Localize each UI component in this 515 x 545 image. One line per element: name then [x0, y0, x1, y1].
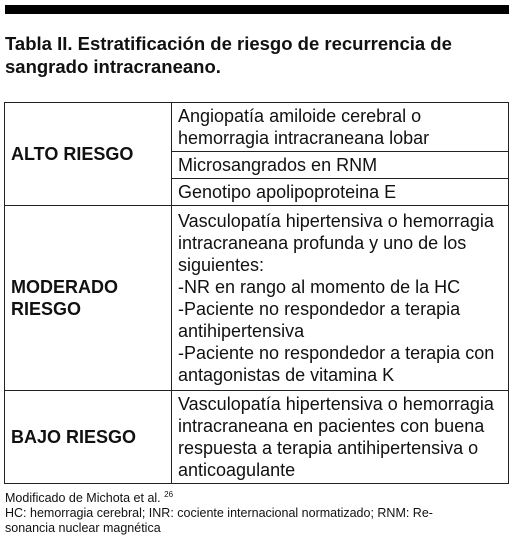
criterion-cell	[172, 391, 509, 484]
criterion-cell	[172, 179, 509, 206]
table-row-moderate-risk	[5, 206, 509, 391]
table-row-low-risk	[5, 391, 509, 484]
criterion-line: anticoagulante	[178, 460, 296, 480]
risk-level-low-label: BAJO RIESGO	[11, 427, 137, 447]
criterion-cell	[172, 103, 509, 152]
footnotes	[5, 491, 513, 536]
criterion-line: respuesta a terapia antihipertensiva o	[178, 438, 479, 458]
top-rule	[5, 5, 509, 14]
criterion-line: Genotipo apolipoproteina E	[178, 182, 397, 202]
table-title-line-2: sangrado intracraneano.	[5, 56, 221, 77]
criterion-line: hemorragia intracraneana lobar	[178, 128, 430, 148]
criterion-line: siguientes:	[178, 255, 265, 275]
criterion-line: -NR en rango al momento de la HC	[178, 277, 461, 297]
criterion-line: Angiopatía amiloide cerebral o	[178, 106, 422, 126]
criterion-line: Microsangrados en RNM	[178, 155, 378, 175]
criterion-line: antihipertensiva	[178, 321, 305, 341]
risk-level-high-label: ALTO RIESGO	[11, 144, 134, 164]
criterion-cell	[172, 152, 509, 179]
criterion-line: intracraneana en pacientes con buena	[178, 416, 485, 436]
risk-level-moderate-label-line-1: MODERADO	[11, 277, 118, 297]
table-title-line-1: Tabla II. Estratificación de riesgo de recurrencia de	[5, 33, 452, 54]
table-title	[5, 32, 505, 78]
risk-level-low	[5, 391, 172, 484]
footnote-source-text: Modificado de Michota et al.	[5, 491, 165, 505]
criterion-line: -Paciente no respondedor a terapia	[178, 299, 461, 319]
criterion-line: intracraneana profunda y uno de los	[178, 233, 467, 253]
risk-level-moderate-label-line-2: RIESGO	[11, 299, 82, 319]
footnote-abbreviations-line-2: sonancia nuclear magnética	[5, 521, 161, 535]
risk-level-high	[5, 103, 172, 206]
criterion-line: Vasculopatía hipertensiva o hemorragia	[178, 394, 494, 414]
footnote-abbreviations-line-1: HC: hemorragia cerebral; INR: cociente internacional normatizado; RNM: Re-	[5, 506, 433, 520]
criterion-line: -Paciente no respondedor a terapia con	[178, 343, 495, 363]
risk-level-moderate	[5, 206, 172, 391]
criterion-line: Vasculopatía hipertensiva o hemorragia	[178, 211, 494, 231]
footnote-reference-number: 26	[164, 489, 174, 499]
table-row-high-risk-1	[5, 103, 509, 152]
footnote-source	[5, 491, 513, 506]
criterion-line: antagonistas de vitamina K	[178, 365, 395, 385]
criterion-cell	[172, 206, 509, 391]
risk-stratification-table	[4, 102, 509, 484]
